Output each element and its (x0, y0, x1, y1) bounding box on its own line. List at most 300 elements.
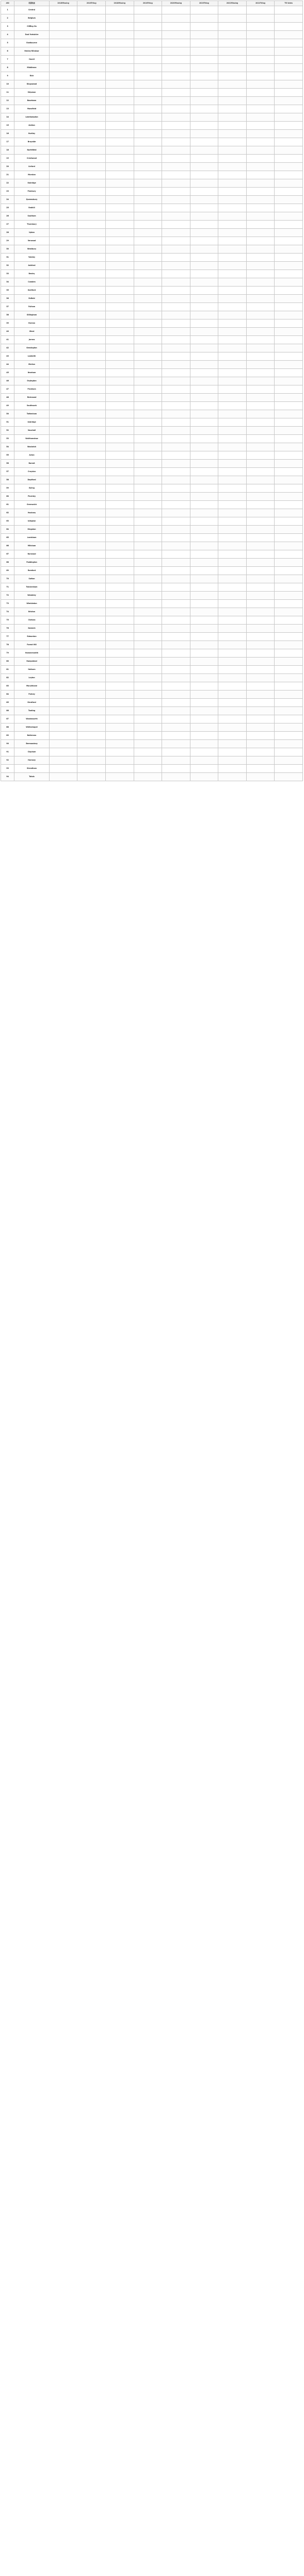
value-cell (49, 344, 77, 352)
value-cell (77, 493, 106, 501)
value-cell (190, 328, 218, 336)
value-cell (246, 641, 275, 649)
value-cell (49, 80, 77, 89)
row-id-cell: 89 (1, 732, 14, 740)
value-cell (105, 122, 134, 130)
value-cell (275, 221, 303, 229)
value-cell (275, 451, 303, 460)
row-id-cell: 4 (1, 31, 14, 39)
value-cell (162, 641, 190, 649)
row-id-cell: 1 (1, 6, 14, 14)
value-cell (49, 608, 77, 616)
value-cell (246, 542, 275, 550)
value-cell (77, 418, 106, 427)
row-id-cell: 16 (1, 130, 14, 138)
value-cell (77, 47, 106, 56)
value-cell (275, 278, 303, 287)
row-id-cell: 45 (1, 369, 14, 377)
value-cell (190, 468, 218, 476)
table-row (1, 493, 303, 501)
value-cell (49, 89, 77, 97)
value-cell (246, 723, 275, 732)
table-row (1, 732, 303, 740)
value-cell (162, 254, 190, 262)
value-cell (162, 89, 190, 97)
value-cell (190, 567, 218, 575)
region-name-cell: Croydon (14, 468, 50, 476)
value-cell (275, 311, 303, 319)
value-cell (275, 270, 303, 278)
value-cell (77, 138, 106, 146)
value-cell (190, 72, 218, 80)
value-cell (275, 501, 303, 509)
value-cell (190, 402, 218, 410)
value-cell (275, 534, 303, 542)
value-cell (77, 641, 106, 649)
value-cell (77, 171, 106, 179)
value-cell (77, 666, 106, 674)
value-cell (218, 756, 247, 765)
value-cell (105, 89, 134, 97)
region-name-cell: Queensbury (14, 196, 50, 204)
value-cell (105, 14, 134, 23)
value-cell (218, 39, 247, 47)
value-cell (105, 146, 134, 155)
table-row (1, 410, 303, 418)
value-cell (49, 616, 77, 625)
value-cell (162, 270, 190, 278)
region-name-cell: Ashton (14, 122, 50, 130)
value-cell (105, 715, 134, 723)
value-cell (275, 732, 303, 740)
value-cell (275, 460, 303, 468)
value-cell (134, 72, 162, 80)
row-id-cell: 39 (1, 319, 14, 328)
region-name-cell: Tooting (14, 707, 50, 715)
value-cell (77, 377, 106, 385)
spreadsheet (1, 1, 303, 781)
row-id-cell: 55 (1, 451, 14, 460)
value-cell (162, 592, 190, 600)
value-cell (218, 146, 247, 155)
value-cell (218, 740, 247, 748)
region-name-cell: Northfield (14, 146, 50, 155)
value-cell (275, 179, 303, 188)
value-cell (77, 212, 106, 221)
value-cell (105, 303, 134, 311)
value-cell (218, 633, 247, 641)
table-row (1, 89, 303, 97)
region-name-cell: Dartford (14, 287, 50, 295)
value-cell (218, 443, 247, 451)
table-row (1, 171, 303, 179)
row-id-cell: 21 (1, 171, 14, 179)
value-cell (275, 369, 303, 377)
row-id-cell: 35 (1, 287, 14, 295)
value-cell (49, 31, 77, 39)
value-cell (275, 245, 303, 254)
column-header: 2016Trilog (77, 1, 106, 6)
table-row (1, 756, 303, 765)
value-cell (218, 344, 247, 352)
table-row (1, 155, 303, 163)
value-cell (275, 402, 303, 410)
value-cell (246, 311, 275, 319)
value-cell (105, 427, 134, 435)
value-cell (275, 583, 303, 592)
value-cell (275, 707, 303, 715)
header-row (1, 1, 303, 6)
value-cell (49, 23, 77, 31)
value-cell (49, 64, 77, 72)
row-id-cell: 14 (1, 113, 14, 122)
value-cell (275, 72, 303, 80)
value-cell (105, 188, 134, 196)
table-row (1, 344, 303, 352)
value-cell (162, 319, 190, 328)
table-row (1, 451, 303, 460)
table-row (1, 633, 303, 641)
value-cell (134, 319, 162, 328)
table-body (1, 6, 303, 781)
value-cell (49, 542, 77, 550)
value-cell (246, 715, 275, 723)
region-name-cell: Crestwood (14, 155, 50, 163)
region-name-cell: Enfield (14, 295, 50, 303)
value-cell (275, 641, 303, 649)
value-cell (162, 649, 190, 658)
value-cell (246, 468, 275, 476)
value-cell (134, 303, 162, 311)
value-cell (162, 245, 190, 254)
region-name-cell: Bexley (14, 270, 50, 278)
region-name-cell: Richmond (14, 394, 50, 402)
value-cell (275, 377, 303, 385)
value-cell (105, 773, 134, 781)
value-cell (105, 39, 134, 47)
value-cell (49, 6, 77, 14)
value-cell (246, 262, 275, 270)
table-row (1, 427, 303, 435)
value-cell (49, 287, 77, 295)
value-cell (49, 237, 77, 245)
value-cell (105, 97, 134, 105)
value-cell (134, 385, 162, 394)
value-cell (162, 402, 190, 410)
value-cell (275, 484, 303, 493)
region-name-cell: Rich (14, 72, 50, 80)
value-cell (134, 138, 162, 146)
value-cell (190, 559, 218, 567)
region-name-cell: Hampstead (14, 658, 50, 666)
region-name-cell: Hammersmith (14, 649, 50, 658)
region-name-cell: Marston (14, 171, 50, 179)
row-id-cell: 94 (1, 773, 14, 781)
value-cell (134, 550, 162, 559)
value-cell (218, 567, 247, 575)
value-cell (105, 608, 134, 616)
value-cell (190, 550, 218, 559)
value-cell (218, 575, 247, 583)
value-cell (246, 427, 275, 435)
value-cell (162, 468, 190, 476)
column-header: 2020Missing (162, 1, 190, 6)
table-row (1, 765, 303, 773)
value-cell (105, 47, 134, 56)
value-cell (162, 608, 190, 616)
table-row (1, 385, 303, 394)
row-id-cell: 86 (1, 707, 14, 715)
row-id-cell: 17 (1, 138, 14, 146)
value-cell (190, 155, 218, 163)
value-cell (190, 484, 218, 493)
region-name-cell: Kingswood (14, 80, 50, 89)
table-row (1, 80, 303, 89)
value-cell (105, 80, 134, 89)
table-row (1, 550, 303, 559)
row-id-cell: 70 (1, 575, 14, 583)
value-cell (218, 6, 247, 14)
value-cell (162, 23, 190, 31)
value-cell (218, 534, 247, 542)
value-cell (246, 196, 275, 204)
value-cell (246, 682, 275, 691)
value-cell (218, 649, 247, 658)
value-cell (134, 608, 162, 616)
value-cell (49, 336, 77, 344)
value-cell (77, 163, 106, 171)
value-cell (275, 130, 303, 138)
value-cell (134, 344, 162, 352)
value-cell (162, 221, 190, 229)
value-cell (49, 476, 77, 484)
table-row (1, 707, 303, 715)
value-cell (190, 369, 218, 377)
value-cell (77, 410, 106, 418)
value-cell (190, 23, 218, 31)
row-id-cell: 93 (1, 765, 14, 773)
value-cell (105, 592, 134, 600)
row-id-cell: 79 (1, 649, 14, 658)
value-cell (218, 682, 247, 691)
value-cell (49, 311, 77, 319)
value-cell (218, 254, 247, 262)
value-cell (77, 699, 106, 707)
value-cell (246, 56, 275, 64)
value-cell (190, 649, 218, 658)
value-cell (105, 262, 134, 270)
value-cell (49, 427, 77, 435)
value-cell (246, 451, 275, 460)
value-cell (246, 229, 275, 237)
value-cell (190, 204, 218, 212)
row-id-cell: 47 (1, 385, 14, 394)
value-cell (218, 592, 247, 600)
value-cell (105, 278, 134, 287)
value-cell (162, 691, 190, 699)
row-id-cell: 57 (1, 468, 14, 476)
value-cell (77, 80, 106, 89)
region-name-cell: Horell (14, 56, 50, 64)
value-cell (134, 575, 162, 583)
value-cell (77, 765, 106, 773)
value-cell (162, 542, 190, 550)
value-cell (190, 212, 218, 221)
value-cell (275, 550, 303, 559)
value-cell (134, 625, 162, 633)
value-cell (162, 682, 190, 691)
value-cell (275, 493, 303, 501)
row-id-cell: 27 (1, 221, 14, 229)
value-cell (49, 212, 77, 221)
value-cell (49, 451, 77, 460)
value-cell (218, 707, 247, 715)
value-cell (190, 188, 218, 196)
value-cell (275, 196, 303, 204)
value-cell (190, 319, 218, 328)
value-cell (49, 550, 77, 559)
value-cell (218, 23, 247, 31)
value-cell (162, 526, 190, 534)
data-table (1, 1, 303, 781)
value-cell (105, 221, 134, 229)
table-row (1, 600, 303, 608)
table-row (1, 278, 303, 287)
region-name-cell: Jarrow (14, 336, 50, 344)
value-cell (77, 509, 106, 517)
value-cell (218, 122, 247, 130)
table-row (1, 146, 303, 155)
value-cell (49, 155, 77, 163)
value-cell (246, 649, 275, 658)
value-cell (162, 163, 190, 171)
value-cell (218, 600, 247, 608)
value-cell (246, 517, 275, 526)
value-cell (218, 188, 247, 196)
value-cell (218, 550, 247, 559)
row-id-cell: 18 (1, 146, 14, 155)
table-row (1, 476, 303, 484)
value-cell (105, 443, 134, 451)
value-cell (105, 23, 134, 31)
value-cell (105, 649, 134, 658)
value-cell (246, 765, 275, 773)
value-cell (77, 270, 106, 278)
value-cell (218, 501, 247, 509)
value-cell (134, 765, 162, 773)
region-name-cell: Newham (14, 369, 50, 377)
value-cell (162, 31, 190, 39)
value-cell (275, 47, 303, 56)
region-name-cell: Wandsworth (14, 715, 50, 723)
region-name-cell: Romford (14, 567, 50, 575)
value-cell (218, 699, 247, 707)
value-cell (134, 559, 162, 567)
value-cell (134, 163, 162, 171)
value-cell (49, 122, 77, 130)
value-cell (246, 89, 275, 97)
value-cell (190, 443, 218, 451)
value-cell (275, 39, 303, 47)
value-cell (105, 229, 134, 237)
region-name-cell: Streatham (14, 765, 50, 773)
value-cell (134, 146, 162, 155)
value-cell (190, 352, 218, 361)
table-row (1, 583, 303, 592)
region-name-cell: Peckham (14, 385, 50, 394)
value-cell (275, 287, 303, 295)
value-cell (49, 773, 77, 781)
value-cell (218, 427, 247, 435)
value-cell (162, 80, 190, 89)
value-cell (190, 600, 218, 608)
value-cell (246, 295, 275, 303)
value-cell (105, 534, 134, 542)
table-row (1, 649, 303, 658)
table-row (1, 592, 303, 600)
value-cell (49, 756, 77, 765)
value-cell (246, 113, 275, 122)
table-row (1, 435, 303, 443)
value-cell (49, 691, 77, 699)
value-cell (218, 616, 247, 625)
value-cell (218, 245, 247, 254)
value-cell (49, 385, 77, 394)
value-cell (77, 262, 106, 270)
value-cell (49, 517, 77, 526)
value-cell (275, 89, 303, 97)
value-cell (218, 204, 247, 212)
region-name-cell: Linford (14, 163, 50, 171)
value-cell (190, 130, 218, 138)
value-cell (49, 592, 77, 600)
row-id-cell: 77 (1, 633, 14, 641)
table-row (1, 394, 303, 402)
value-cell (134, 592, 162, 600)
row-id-cell: 84 (1, 691, 14, 699)
value-cell (77, 105, 106, 113)
value-cell (190, 311, 218, 319)
value-cell (246, 6, 275, 14)
value-cell (162, 155, 190, 163)
value-cell (190, 138, 218, 146)
value-cell (49, 352, 77, 361)
table-row (1, 295, 303, 303)
table-row (1, 303, 303, 311)
value-cell (105, 451, 134, 460)
value-cell (275, 361, 303, 369)
region-name-cell: Hornsey (14, 756, 50, 765)
table-row (1, 287, 303, 295)
row-id-cell: 53 (1, 435, 14, 443)
value-cell (275, 616, 303, 625)
value-cell (162, 352, 190, 361)
value-cell (190, 295, 218, 303)
value-cell (49, 130, 77, 138)
value-cell (49, 723, 77, 732)
value-cell (162, 583, 190, 592)
table-row (1, 262, 303, 270)
value-cell (162, 72, 190, 80)
region-name-cell: Leyton (14, 674, 50, 682)
value-cell (162, 666, 190, 674)
value-cell (162, 550, 190, 559)
value-cell (246, 204, 275, 212)
value-cell (218, 303, 247, 311)
value-cell (218, 641, 247, 649)
value-cell (190, 427, 218, 435)
value-cell (134, 278, 162, 287)
